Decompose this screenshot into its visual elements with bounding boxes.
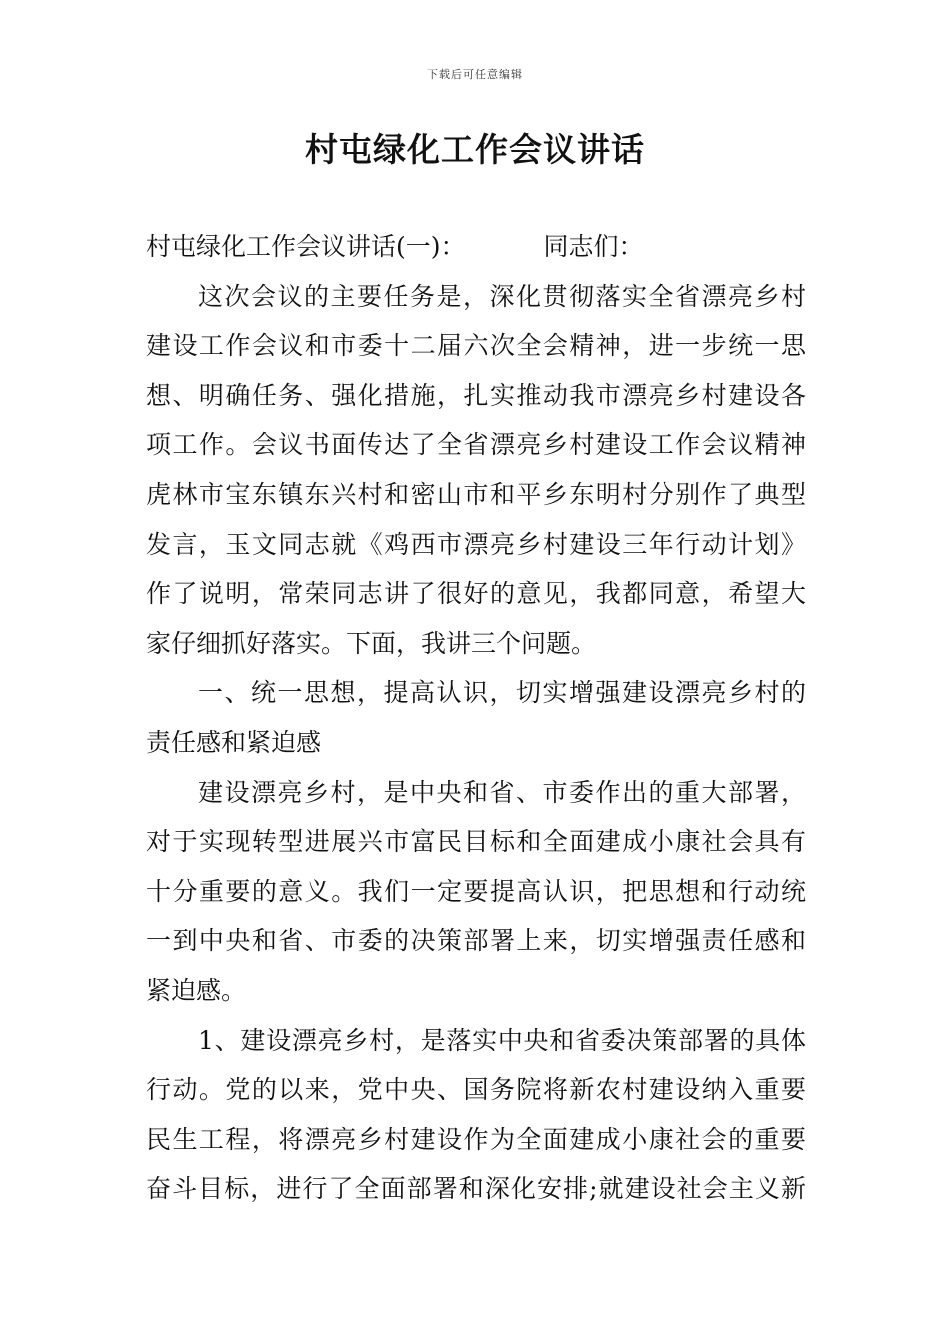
body-line (146, 1164, 806, 1214)
body-line (146, 569, 806, 619)
greeting-text: 同志们： (543, 232, 644, 261)
body-line-text: 项工作。会议书面传达了全省漂亮乡村建设工作会议精神 (146, 430, 806, 460)
header-note: 下载后可任意编辑 (427, 68, 523, 81)
body-line (146, 668, 806, 718)
body-line (146, 768, 806, 818)
body-line (146, 272, 806, 322)
body-line-text: 建设漂亮乡村，是中央和省、市委作出的重大部署， (198, 777, 806, 807)
body-line-text: 作了说明，常荣同志讲了很好的意见，我都同意，希望大 (146, 579, 806, 609)
body-line-text: 对于实现转型进展兴市富民目标和全面建成小康社会具有 (146, 827, 806, 857)
body-line (146, 222, 806, 272)
body-line (146, 470, 806, 520)
body-line-text: 一、统一思想，提高认识，切实增强建设漂亮乡村的 (198, 678, 806, 708)
body-line-text: 1、建设漂亮乡村，是落实中央和省委决策部署的具体 (198, 1025, 806, 1055)
body-line-text: 奋斗目标，进行了全面部署和深化安排;就建设社会主义新 (146, 1174, 806, 1204)
body-line (146, 1016, 806, 1066)
body-line-text: 村屯绿化工作会议讲话(一)： (146, 232, 466, 261)
body-line-text: 虎林市宝东镇东兴村和密山市和平乡东明村分别作了典型 (146, 479, 806, 509)
body-line (146, 966, 806, 1016)
body-line (146, 371, 806, 421)
body-line (146, 916, 806, 966)
body-line-text: 发言，玉文同志就《鸡西市漂亮乡村建设三年行动计划》 (146, 529, 806, 559)
body-line (146, 867, 806, 917)
body-line-text: 建设工作会议和市委十二届六次全会精神，进一步统一思 (146, 331, 806, 361)
body-line-text: 这次会议的主要任务是，深化贯彻落实全省漂亮乡村 (198, 281, 806, 311)
body-line-text: 家仔细抓好落实。下面，我讲三个问题。 (146, 628, 597, 658)
body-line-text: 十分重要的意义。我们一定要提高认识，把思想和行动统 (146, 876, 806, 906)
body-line (146, 321, 806, 371)
body-line (146, 718, 806, 768)
body-line-text: 行动。党的以来，党中央、国务院将新农村建设纳入重要 (146, 1075, 806, 1105)
document-body (146, 222, 806, 1214)
body-line-text: 想、明确任务、强化措施，扎实推动我市漂亮乡村建设各 (146, 380, 806, 410)
body-line-text: 一到中央和省、市委的决策部署上来，切实增强责任感和 (146, 926, 806, 956)
body-line-text: 紧迫感。 (146, 975, 247, 1005)
body-line-text: 民生工程，将漂亮乡村建设作为全面建成小康社会的重要 (146, 1124, 806, 1154)
document-title: 村屯绿化工作会议讲话 (305, 130, 645, 169)
body-line-text: 责任感和紧迫感 (146, 727, 322, 757)
body-line (146, 420, 806, 470)
body-line (146, 619, 806, 669)
body-line (146, 1115, 806, 1165)
body-line (146, 1065, 806, 1115)
body-line (146, 520, 806, 570)
body-line (146, 817, 806, 867)
